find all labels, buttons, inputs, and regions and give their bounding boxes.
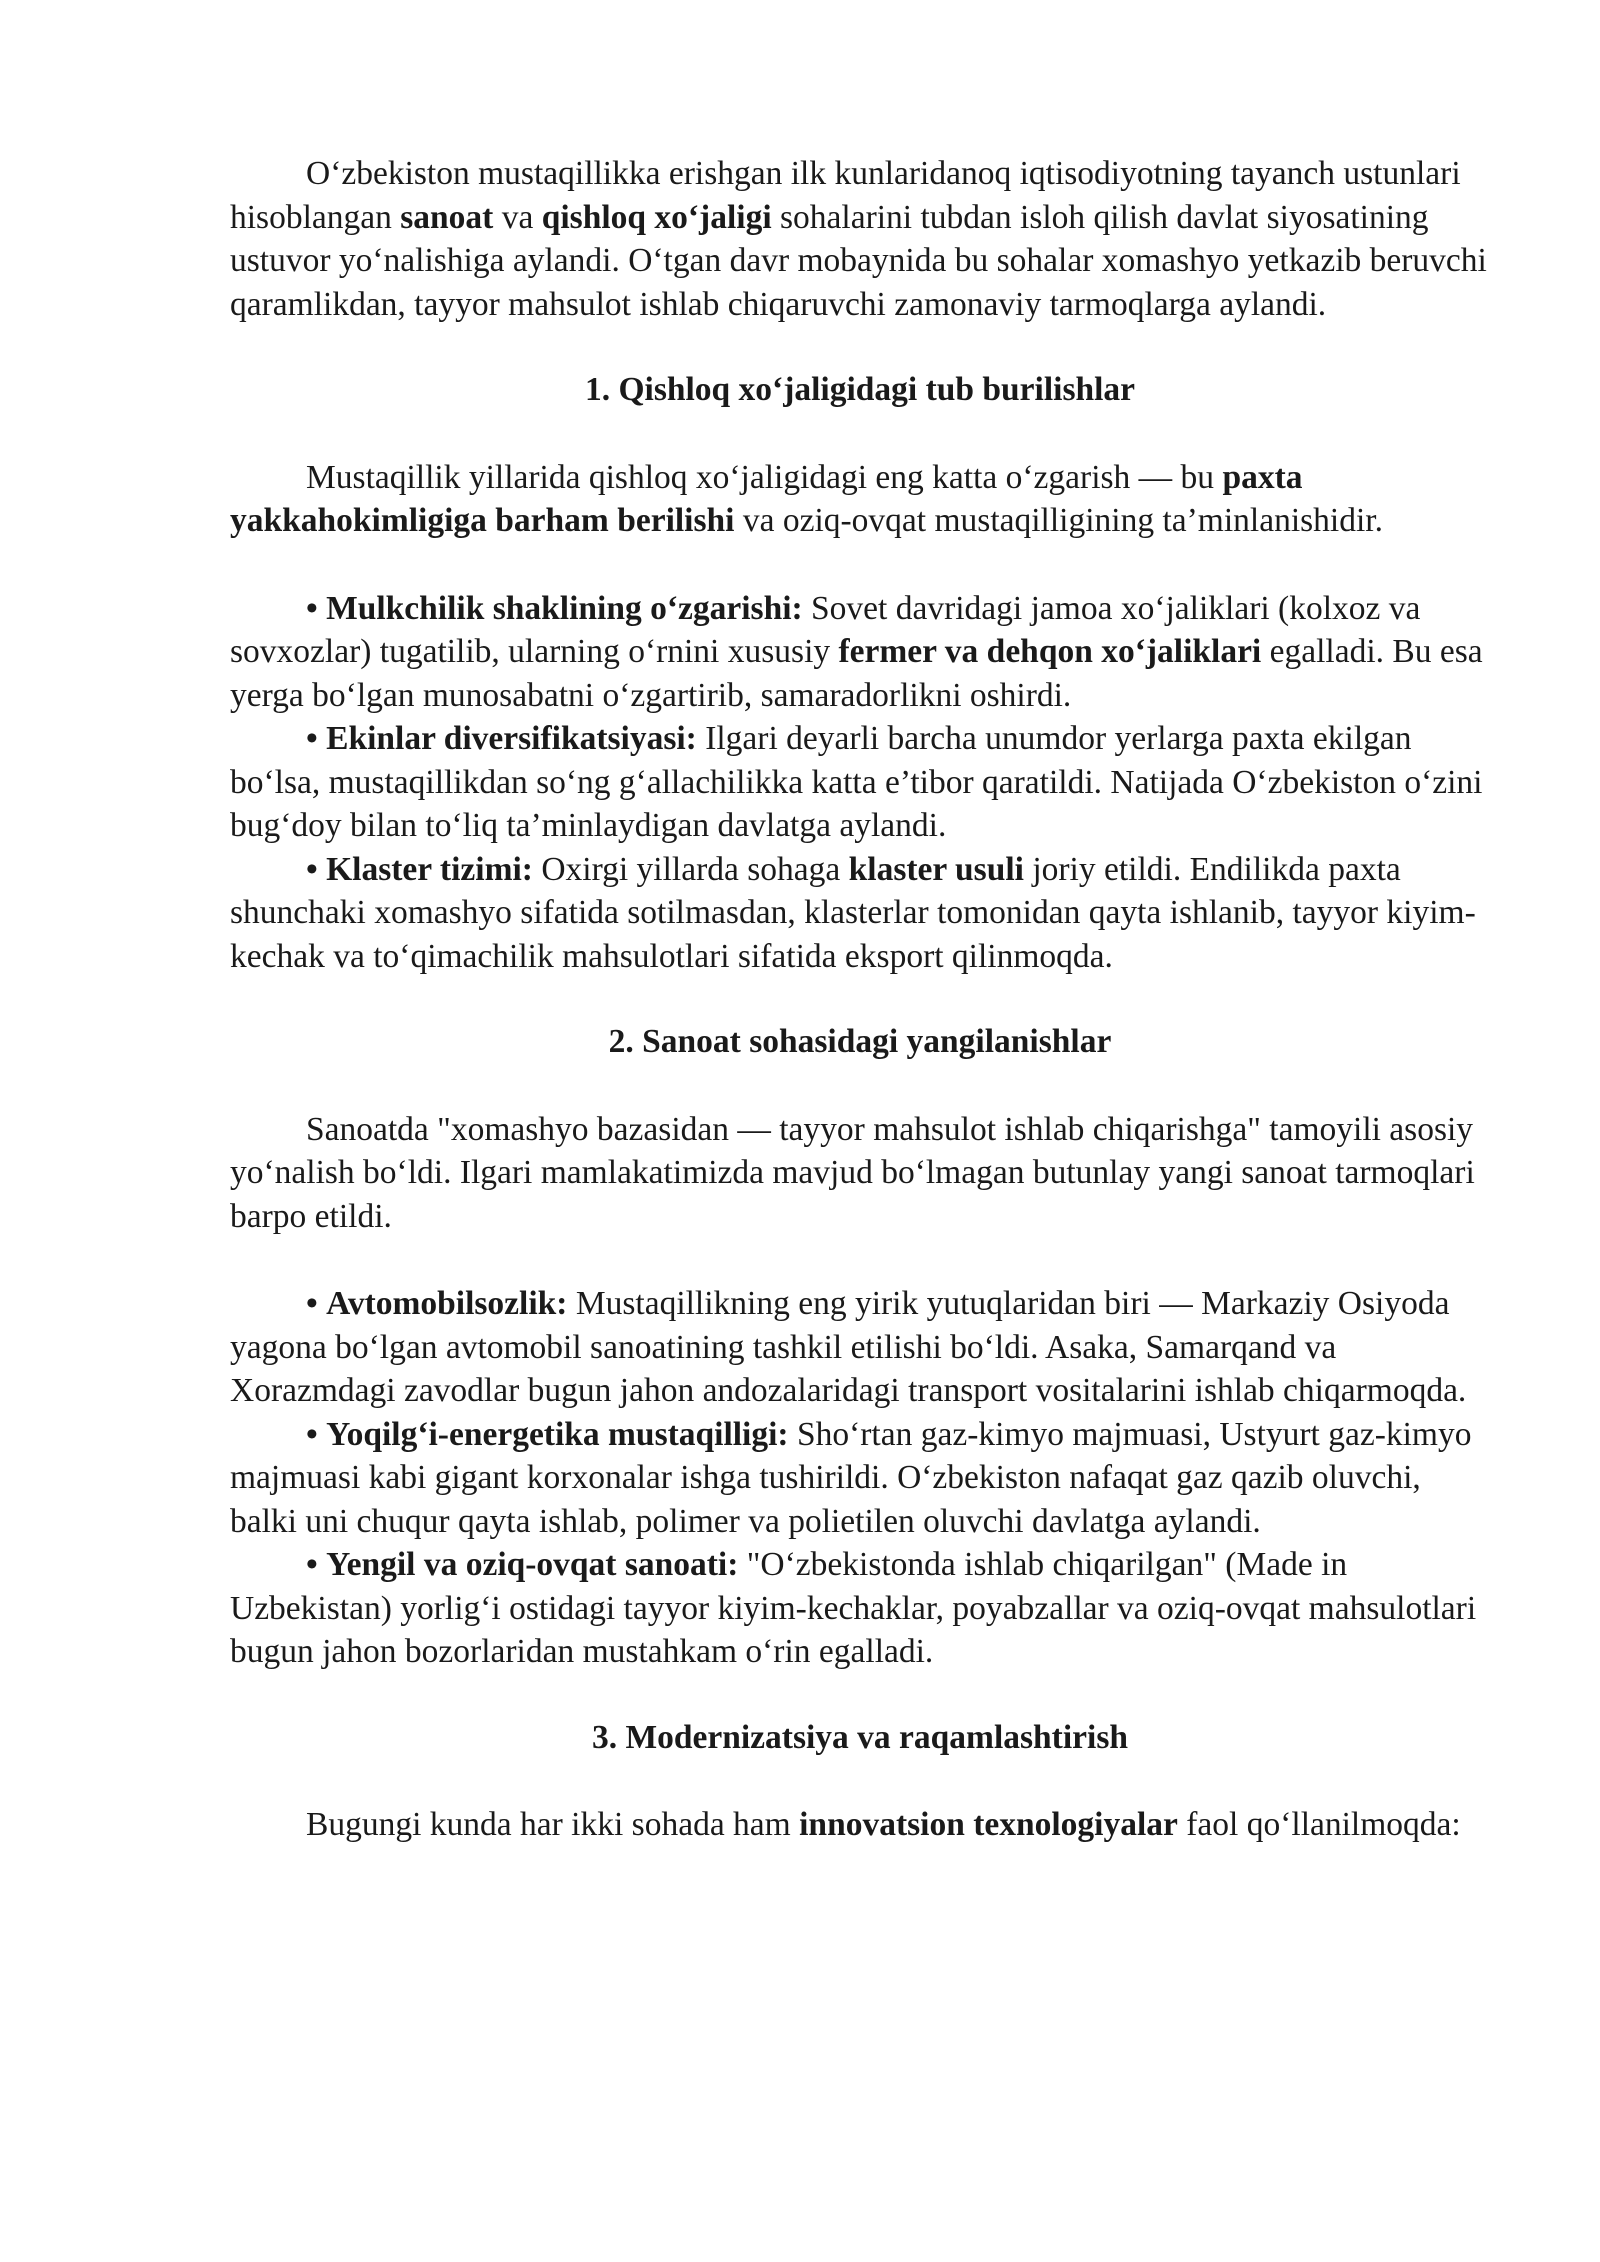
bullet-icon: • (306, 1546, 318, 1583)
text-run: Sovet davridagi jamoa xo‘jaliklari (kolxoz va sovxozlar) tugatilib, ularning o‘rnini xususiy (230, 589, 1421, 670)
text-run: Bugungi kunda har ikki sohada ham (306, 1806, 800, 1843)
text-run: Mustaqillik yillarida qishloq xo‘jaligidagi eng katta o‘zgarish — bu (306, 458, 1223, 496)
bullet-title: Ekinlar diversifikatsiyasi: (326, 720, 697, 757)
bullet-icon: • (306, 589, 318, 627)
bold-term: paxta yakkahokimligiga barham berilishi (230, 458, 1303, 539)
bold-term: klaster usuli (848, 850, 1024, 888)
bullet-title: Avtomobilsozlik: (326, 1285, 568, 1322)
bullet-icon: • (306, 720, 318, 757)
bullet-item (230, 848, 1490, 979)
bold-term: qishloq xo‘jaligi (541, 198, 772, 236)
section-heading: 1. Qishloq xo‘jaligidagi tub burilishlar (584, 371, 1136, 408)
bullet-title: Yoqilg‘i-energetika mustaqilligi: (326, 1415, 789, 1453)
text-run: joriy etildi. Endilikda paxta shunchaki xomashyo sifatida sotilmasdan, klasterlar tomonidan qayta ishlanib, tayyor kiyim-kechak va to‘qimachilik mahsulotlari sifatida eksport qilinmoqda. (230, 850, 1476, 975)
text-run: O‘zbekiston mustaqillikka erishgan ilk kunlaridanoq iqtisodiyotning tayanch ustunlari hisoblangan (230, 155, 1461, 236)
bullet-item (230, 1282, 1490, 1413)
bold-term: sanoat (400, 198, 494, 236)
bullet-title: Klaster tizimi: (326, 850, 533, 888)
bullet-title: Mulkchilik shaklining o‘zgarishi: (326, 589, 803, 627)
section-paragraph (230, 456, 1490, 543)
section-heading: 2. Sanoat sohasidagi yangilanishlar (608, 1023, 1112, 1060)
section-paragraph: Sanoatda "xomashyo bazasidan — tayyor mahsulot ishlab chiqarishga" tamoyili asosiy yo‘nalish bo‘ldi. Ilgari mamlakatimizda mavjud bo‘lmagan butunlay yangi sanoat tarmoqlari barpo etildi. (230, 1110, 1475, 1235)
intro-paragraph (230, 152, 1490, 326)
text-run: Ilgari deyarli barcha unumdor yerlarga paxta ekilgan bo‘lsa, mustaqillikdan so‘ng g‘allachilikka katta e’tibor qaratildi. Natijada O‘zbekiston o‘zini bug‘doy bilan to‘liq ta’minlaydigan davlatga aylandi. (230, 720, 1483, 844)
document-body (230, 152, 1490, 1847)
section-heading: 3. Modernizatsiya va raqamlashtirish (592, 1718, 1128, 1756)
text-run: "O‘zbekistonda ishlab chiqarilgan" (Made in Uzbekistan) yorlig‘i ostidagi tayyor kiyim-kechaklar, poyabzallar va oziq-ovqat mahsulotlari bugun jahon bozorlaridan mustahkam o‘rin egalladi. (230, 1546, 1477, 1670)
text-run: sohalarini tubdan isloh qilish davlat siyosatining ustuvor yo‘nalishiga aylandi. O‘tgan davr mobaynida bu sohalar xomashyo yetkazib beruvchi qaramlikdan, tayyor mahsulot ishlab chiqaruvchi zamonaviy tarmoqlarga aylandi. (230, 198, 1487, 323)
bullet-item (230, 1413, 1490, 1544)
bullet-item (230, 587, 1490, 718)
text-run: faol qo‘llanilmoqda: (1177, 1806, 1461, 1843)
text-run: Mustaqillikning eng yirik yutuqlaridan biri — Markaziy Osiyoda yagona bo‘lgan avtomobil sanoatining tashkil etilishi bo‘ldi. Asaka, Samarqand va Xorazmdagi zavodlar bugun jahon andozalaridagi transport vositalarini ishlab chiqarmoqda. (230, 1285, 1467, 1409)
bold-term: innovatsion texnologiyalar (799, 1806, 1178, 1843)
bullet-title: Yengil va oziq-ovqat sanoati: (326, 1546, 739, 1583)
text-run: va oziq-ovqat mustaqilligining ta’minlanishidir. (734, 502, 1383, 539)
section-paragraph (230, 1803, 1490, 1847)
text-run: Sho‘rtan gaz-kimyo majmuasi, Ustyurt gaz-kimyo majmuasi kabi gigant korxonalar ishga tushirildi. O‘zbekiston nafaqat gaz qazib oluvchi, balki uni chuqur qayta ishlab, polimer va polietilen oluvchi davlatga aylandi. (230, 1415, 1472, 1540)
bullet-item (230, 1543, 1490, 1674)
text-run: va (493, 198, 542, 236)
bullet-item (230, 717, 1490, 848)
bullet-icon: • (306, 1285, 318, 1322)
bullet-icon: • (306, 1415, 318, 1453)
bullet-icon: • (306, 850, 318, 888)
bold-term: fermer va dehqon xo‘jaliklari (838, 633, 1262, 670)
text-run: Oxirgi yillarda sohaga (532, 850, 849, 888)
text-run: egalladi. Bu esa yerga bo‘lgan munosabatni o‘zgartirib, samaradorlikni oshirdi. (230, 633, 1483, 714)
